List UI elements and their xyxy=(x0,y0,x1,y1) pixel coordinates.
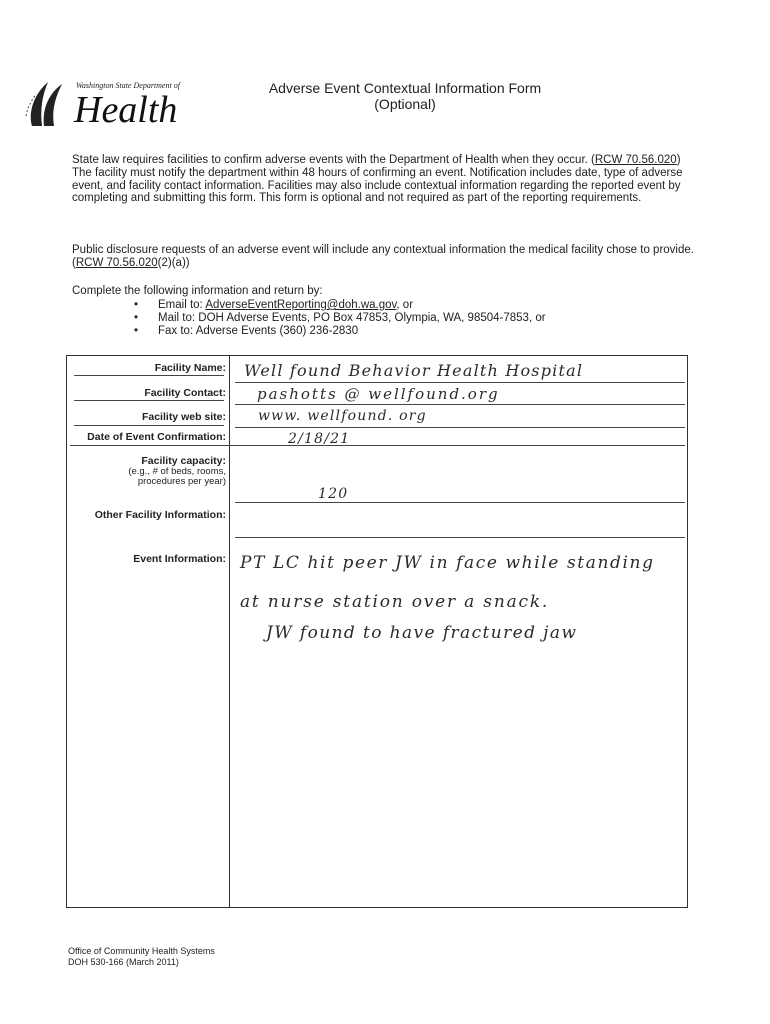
event-info-line-2[interactable]: at nurse station over a snack. xyxy=(240,592,550,612)
facility-contact-label: Facility Contact: xyxy=(144,387,226,399)
row-divider xyxy=(74,400,224,401)
facility-website-label: Facility web site: xyxy=(141,411,226,423)
row-divider xyxy=(235,404,685,405)
facility-capacity-hint-2: procedures per year) xyxy=(137,476,226,487)
event-info-label: Event Information: xyxy=(133,553,226,565)
event-date-label: Date of Event Confirmation: xyxy=(87,431,226,443)
facility-capacity-title: Facility capacity: xyxy=(141,455,226,467)
facility-website-field[interactable]: www. wellfound. org xyxy=(258,408,427,424)
form-column-divider xyxy=(229,355,230,908)
facility-name-field[interactable]: Well found Behavior Health Hospital xyxy=(244,361,584,380)
logo-health-text: Health xyxy=(74,89,178,131)
form-title-line2: (Optional) xyxy=(374,96,436,112)
doh-logo xyxy=(22,76,192,136)
rcw-link-1[interactable]: RCW 70.56.020 xyxy=(594,154,677,166)
list-item-fax: • Fax to: Adverse Events (360) 236-2830 xyxy=(134,325,546,338)
row-divider xyxy=(74,375,224,376)
footer-form-number: DOH 530-166 (March 2011) xyxy=(68,957,179,967)
return-methods-list xyxy=(134,299,546,337)
form-title-line1: Adverse Event Contextual Information Form xyxy=(268,80,542,96)
return-instructions: Complete the following information and return by: xyxy=(72,285,323,297)
row-divider xyxy=(235,502,685,503)
event-date-field[interactable]: 2/18/21 xyxy=(288,431,351,447)
row-divider xyxy=(74,425,224,426)
row-divider xyxy=(235,537,685,538)
list-item-mail: • Mail to: DOH Adverse Events, PO Box 47853, Olympia, WA, 98504-7853, or xyxy=(134,312,546,325)
disclosure-text-pre: Public disclosure requests of an adverse event will include any contextual information the medical facility chose to provide. ( xyxy=(72,244,694,269)
logo-department-text: Washington State Department of xyxy=(76,81,180,90)
list-item-email xyxy=(134,299,546,312)
email-suffix: , or xyxy=(396,299,414,311)
facility-contact-field[interactable]: pashotts @ wellfound.org xyxy=(257,385,500,403)
email-link[interactable]: AdverseEventReporting@doh.wa.gov xyxy=(205,299,397,311)
facility-name-label: Facility Name: xyxy=(154,362,226,374)
facility-capacity-field[interactable]: 120 xyxy=(318,486,349,502)
intro-paragraph xyxy=(72,154,700,205)
intro-text-pre: State law requires facilities to confirm adverse events with the Department of Health when they occur. ( xyxy=(72,154,595,166)
facility-capacity-hint-1: (e.g., # of beds, rooms, xyxy=(128,466,226,477)
page-footer xyxy=(68,946,215,968)
facility-capacity-label xyxy=(128,455,226,487)
wa-logo-mark-icon xyxy=(22,76,72,132)
event-info-line-3[interactable]: JW found to have fractured jaw xyxy=(266,623,578,643)
disclosure-paragraph xyxy=(72,244,700,270)
rcw-link-2[interactable]: RCW 70.56.020 xyxy=(75,256,158,269)
footer-office: Office of Community Health Systems xyxy=(68,946,215,956)
other-info-label: Other Facility Information: xyxy=(94,509,226,521)
row-divider xyxy=(235,382,685,383)
row-divider xyxy=(235,427,685,428)
event-info-line-1[interactable]: PT LC hit peer JW in face while standing xyxy=(240,553,655,573)
intro-text-post: ) The facility must notify the department within 48 hours of confirming an event. Notification includes date, type of adverse event, and facility contact information. Facilities may also include contextual information regarding the reported event by completing and submitting this form. This form is optional and not required as part of the reporting requirements. xyxy=(72,154,683,205)
row-divider xyxy=(70,445,685,446)
email-label: Email to: xyxy=(158,299,206,311)
form-title xyxy=(230,80,580,112)
disclosure-text-post: (2)(a)) xyxy=(157,256,190,269)
